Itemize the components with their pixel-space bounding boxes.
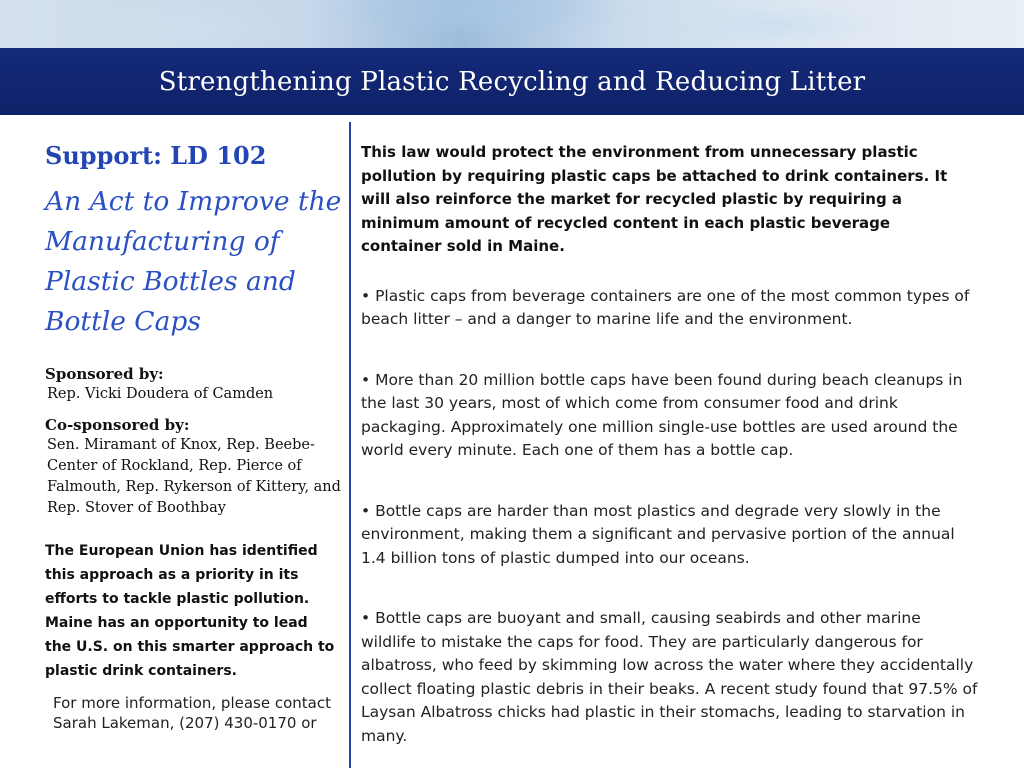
act-title: An Act to Improve the Manufacturing of Plastic Bottles and Bottle Caps bbox=[45, 186, 342, 337]
bullet-item: • Plastic caps from beverage containers are one of the most common types of beach litter – and a danger to marine life and the environment. bbox=[361, 286, 970, 328]
title-banner bbox=[0, 48, 1024, 115]
left-column bbox=[45, 140, 345, 733]
cosponsored-text: Sen. Miramant of Knox, Rep. Beebe-Center of Rockland, Rep. Pierce of Falmouth, Rep. Rykerson of Kittery, and Rep. Stover of Boothbay bbox=[47, 437, 341, 516]
eu-priority-text: The European Union has identified this approach as a priority in its efforts to tackle plastic pollution. Maine has an opportunity to lead the U.S. on this smarter approach to plastic drink containers. bbox=[45, 543, 335, 679]
right-column bbox=[361, 141, 981, 748]
contact-text: For more information, please contact Sarah Lakeman, (207) 430-0170 or bbox=[53, 694, 331, 732]
support-heading: Support: LD 102 bbox=[45, 141, 267, 170]
column-divider bbox=[349, 122, 351, 768]
sponsored-label: Sponsored by: bbox=[45, 365, 164, 383]
bullet-item: • More than 20 million bottle caps have been found during beach cleanups in the last 30 years, most of which come from consumer food and drink packaging. Approximately one million single-use bottles are used around the world every minute. Each one of them has a bottle cap. bbox=[361, 370, 963, 459]
header-photo bbox=[0, 0, 1024, 48]
bullet-item: • Bottle caps are harder than most plastics and degrade very slowly in the environment, making them a significant and pervasive portion of the annual 1.4 billion tons of plastic dumped into our oceans. bbox=[361, 501, 955, 567]
page-title: Strengthening Plastic Recycling and Reducing Litter bbox=[158, 66, 866, 97]
intro-text: This law would protect the environment from unnecessary plastic pollution by requiring plastic caps be attached to drink containers. It will also reinforce the market for recycled plastic by requiring a minimum amount of recycled content in each plastic beverage container sold in Maine. bbox=[361, 143, 948, 255]
bullet-item: • Bottle caps are buoyant and small, causing seabirds and other marine wildlife to mistake the caps for food. They are particularly dangerous for albatross, who feed by skimming low across the water where they accidentally collect floating plastic debris in their beaks. A recent study found that 97.5% of Laysan Albatross chicks had plastic in their stomachs, leading to starvation in many. bbox=[361, 609, 978, 745]
cosponsored-label: Co-sponsored by: bbox=[45, 416, 190, 434]
sponsored-text: Rep. Vicki Doudera of Camden bbox=[47, 386, 274, 402]
